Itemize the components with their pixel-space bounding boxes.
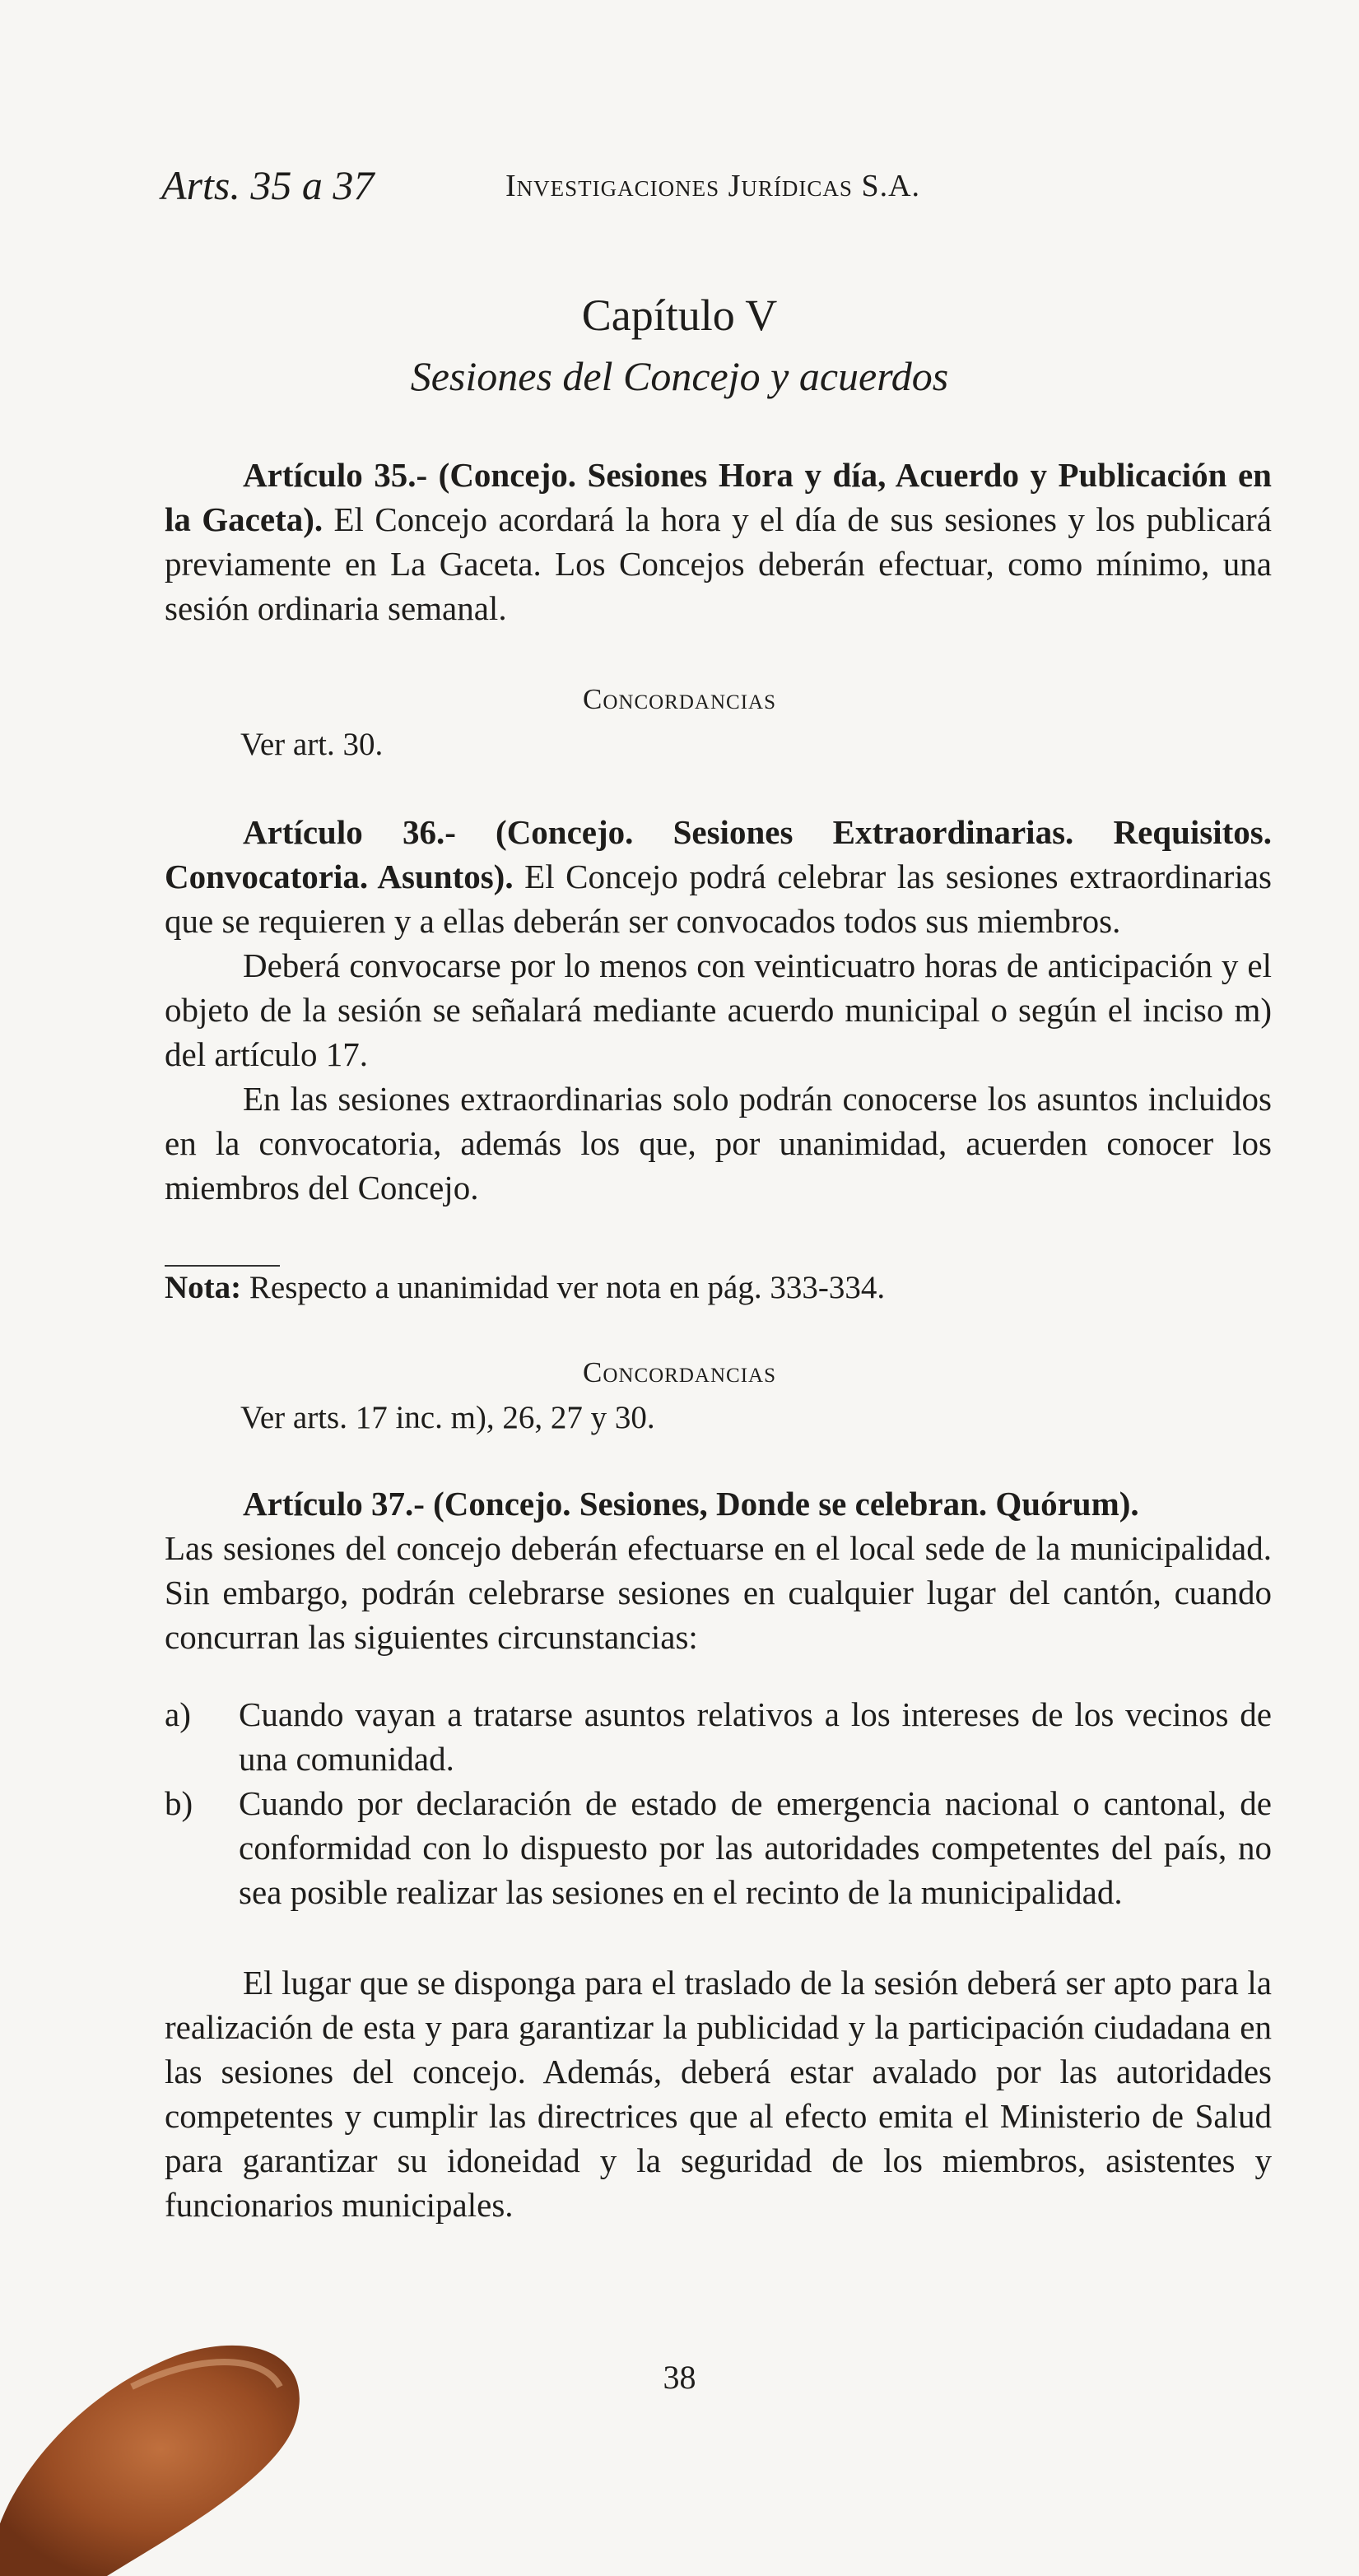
- list-item-b-text: Cuando por declaración de estado de emergencia nacional o cantonal, de conformidad con lo dispuesto por las autoridades competentes del país, no sea posible realizar las sesiones en el recinto de la municipalidad.: [239, 1784, 1272, 1911]
- article-37-heading: Artículo 37.- (Concejo. Sesiones, Donde se celebran. Quórum).: [243, 1485, 1139, 1523]
- article-36-text-1: El Concejo podrá celebrar las sesiones extraordinarias que se requieren y a ellas deberán ser convocados todos sus miembros.: [165, 858, 1272, 940]
- article-36-paragraph-3: En las sesiones extraordinarias solo podrán conocerse los asuntos incluidos en la convocatoria, además los que, por unanimidad, acuerden conocer los miembros del Concejo.: [165, 1080, 1272, 1207]
- concordances-title-2: Concordancias: [583, 1356, 776, 1388]
- article-37-heading-line: [165, 1481, 1272, 1526]
- concordances-text-2: Ver arts. 17 inc. m), 26, 27 y 30.: [240, 1400, 655, 1435]
- note-text: Respecto a unanimidad ver nota en pág. 333-334.: [241, 1270, 886, 1305]
- thumb-image: [0, 2263, 346, 2576]
- running-header-articles: Arts. 35 a 37: [161, 162, 375, 208]
- list-item-a-text: Cuando vayan a tratarse asuntos relativos a los intereses de los vecinos de una comunidad.: [239, 1695, 1272, 1778]
- article-35-heading: Artículo 35.- (Concejo. Sesiones Hora y día, Acuerdo y Publicación en la Gaceta).: [165, 456, 1272, 538]
- list-item-b-label: b): [165, 1784, 193, 1822]
- article-37-text: Las sesiones del concejo deberán efectuarse en el local sede de la municipalidad. Sin embargo, podrán celebrarse sesiones en cualquier lugar del cantón, cuando concurran las siguientes circunstancias:: [165, 1529, 1272, 1656]
- note-label: Nota:: [165, 1270, 242, 1305]
- concordances-text-1: Ver art. 30.: [240, 727, 384, 762]
- article-37: [165, 1481, 1272, 2227]
- chapter-subtitle: Sesiones del Concejo y acuerdos: [410, 353, 949, 399]
- list-item-a: [165, 1692, 1272, 1781]
- article-36-paragraph-1: [165, 810, 1272, 943]
- article-35-text: El Concejo acordará la hora y el día de sus sesiones y los publicará previamente en La Gaceta. Los Concejos deberán efectuar, como mínimo, una sesión ordinaria semanal.: [165, 500, 1273, 627]
- concordances-title-1: Concordancias: [583, 683, 776, 715]
- note: [165, 1269, 885, 1306]
- article-36: [165, 810, 1272, 1210]
- page-number: 38: [663, 2359, 696, 2396]
- article-37-closing: El lugar que se disponga para el traslado de la sesión deberá ser apto para la realización de esta y para garantizar la publicidad y la participación ciudadana en las sesiones del concejo. Además, deberá estar avalado por las autoridades competentes y cumplir las directrices que al efecto emita el Ministerio de Salud para garantizar su idoneidad y la seguridad de los miembros, asistentes y funcionarios municipales.: [165, 1964, 1272, 2224]
- article-36-paragraph-2: Deberá convocarse por lo menos con veinticuatro horas de anticipación y el objeto de la sesión se señalará mediante acuerdo municipal o según el inciso m) del artículo 17.: [165, 946, 1272, 1073]
- chapter-title: Capítulo V: [581, 291, 778, 340]
- note-divider: [165, 1265, 280, 1267]
- list-item-b: [165, 1781, 1272, 1914]
- article-36-heading: Artículo 36.- (Concejo. Sesiones Extraordinarias. Requisitos. Convocatoria. Asuntos).: [165, 813, 1272, 895]
- article-35-paragraph: [165, 453, 1272, 630]
- running-header-publisher: Investigaciones Jurídicas S.A.: [505, 169, 921, 203]
- list-item-a-label: a): [165, 1695, 191, 1733]
- article-35: [165, 453, 1272, 630]
